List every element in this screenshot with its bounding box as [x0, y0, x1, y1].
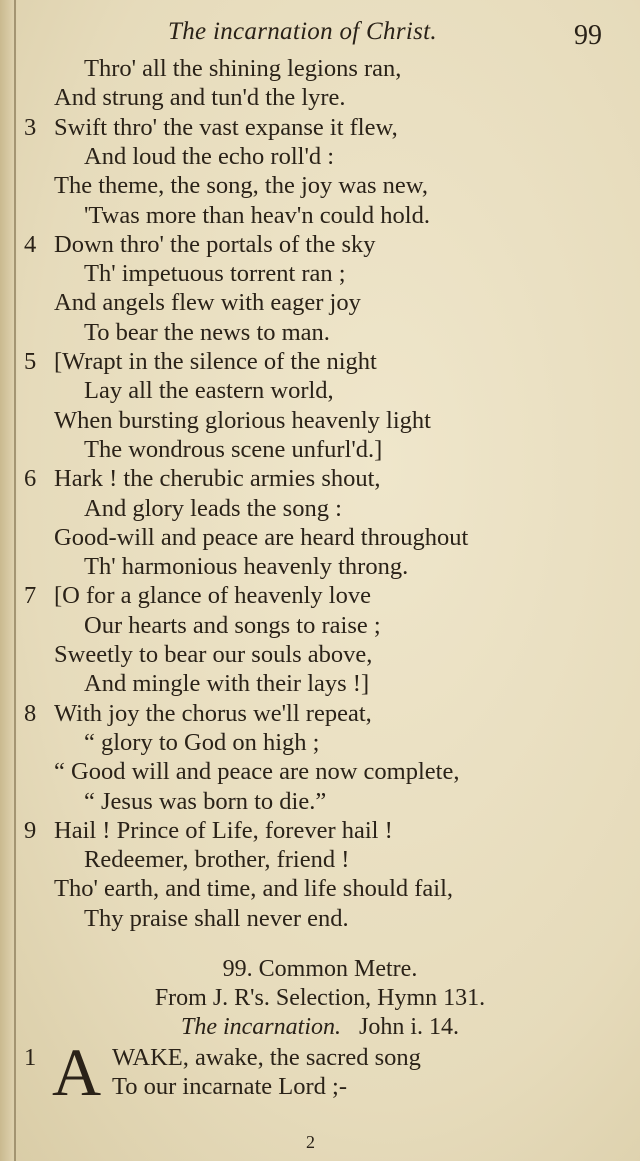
verse-line — [0, 816, 640, 845]
verse-number: 3 — [24, 113, 37, 141]
verse-number: 1 — [24, 1044, 37, 1071]
verse-text: Thy praise shall never end. — [84, 904, 349, 932]
signature-mark: 2 — [306, 1132, 315, 1152]
drop-cap: A — [52, 1034, 102, 1110]
verse-text: And angels flew with eager joy — [54, 289, 361, 317]
verse-text: Th' impetuous torrent ran ; — [84, 260, 346, 288]
verse-line — [0, 728, 640, 757]
verse-text: To our incarnate Lord ;- — [112, 1073, 348, 1100]
verse-line — [0, 611, 640, 640]
verse-line — [0, 230, 640, 259]
verse-text: And glory leads the song : — [84, 494, 342, 522]
verse-text: The wondrous scene unfurl'd.] — [84, 435, 383, 463]
verse-text: When bursting glorious heavenly light — [54, 406, 431, 434]
verse-line — [0, 435, 640, 464]
verse-text: To bear the news to man. — [84, 318, 330, 346]
verse-line — [0, 523, 640, 552]
verse-text: With joy the chorus we'll repeat, — [54, 699, 372, 727]
hymn-subject: The incarnation. — [180, 1014, 341, 1040]
verse-text: Swift thro' the vast expanse it flew, — [54, 113, 398, 141]
verse-line — [0, 845, 640, 874]
verse-text: Down thro' the portals of the sky — [54, 230, 376, 258]
verse-text: Redeemer, brother, friend ! — [84, 846, 350, 874]
verse-line — [0, 142, 640, 171]
verse-line — [0, 787, 640, 816]
verse-text: Thro' all the shining legions ran, — [84, 55, 402, 82]
verse-text: Hark ! the cherubic armies shout, — [54, 465, 381, 493]
page-header — [0, 18, 640, 52]
verse-number: 8 — [24, 699, 37, 727]
verse-line — [0, 376, 640, 405]
verse-text: “ Jesus was born to die.” — [84, 787, 327, 815]
verse-line — [0, 757, 640, 786]
verse-text: [Wrapt in the silence of the night — [54, 348, 377, 375]
verse-text: Sweetly to bear our souls above, — [54, 641, 373, 668]
verse-text: And strung and tun'd the lyre. — [54, 84, 346, 112]
verse-line — [0, 347, 640, 376]
verse-line — [0, 494, 640, 523]
verse-line — [0, 699, 640, 728]
hymn-source: From J. R's. Selection, Hymn 131. — [154, 985, 486, 1011]
scripture-reference: John i. 14. — [358, 1014, 459, 1040]
verse-line — [0, 201, 640, 230]
verse-line — [0, 464, 640, 493]
verse-text: Tho' earth, and time, and life should fail, — [54, 875, 454, 903]
verse-line — [0, 406, 640, 435]
verse-line — [0, 581, 640, 610]
verse-line — [0, 288, 640, 317]
verse-line — [0, 874, 640, 903]
verse-text: “ Good will and peace are now complete, — [54, 758, 460, 786]
verse-number: 4 — [24, 230, 37, 258]
verse-number: 5 — [24, 348, 37, 375]
verse-text: WAKE, awake, the sacred song — [112, 1044, 421, 1071]
verse-line — [0, 113, 640, 142]
running-title: The incarnation of Christ. — [168, 18, 437, 45]
verse-line — [0, 83, 640, 112]
verse-text: And loud the echo roll'd : — [84, 142, 335, 170]
verse-line — [0, 552, 640, 581]
verse-line — [0, 171, 640, 200]
verse-text: Th' harmonious heavenly throng. — [84, 553, 409, 581]
verse-number: 6 — [24, 465, 37, 493]
verse-text: The theme, the song, the joy was new, — [54, 172, 428, 200]
page-number: 99 — [574, 20, 602, 51]
verse-line — [0, 318, 640, 347]
verse-line — [0, 640, 640, 669]
verse-text: Good-will and peace are heard throughout — [54, 523, 469, 551]
verse-text: “ glory to God on high ; — [84, 728, 320, 756]
verse-text: Our hearts and songs to raise ; — [84, 611, 381, 639]
verse-line — [0, 259, 640, 288]
hymn-title: 99. Common Metre. — [222, 956, 418, 982]
verse-text: Lay all the eastern world, — [84, 377, 334, 405]
verse-line — [0, 54, 640, 83]
verse-text: Hail ! Prince of Life, forever hail ! — [54, 816, 393, 844]
verse-text: And mingle with their lays !] — [84, 670, 370, 698]
verse-number: 7 — [24, 582, 37, 610]
verse-number: 9 — [24, 816, 37, 844]
verse-line — [0, 904, 640, 933]
verse-text: [O for a glance of heavenly love — [54, 582, 371, 610]
verse-text: 'Twas more than heav'n could hold. — [84, 201, 430, 229]
verse-line — [0, 669, 640, 698]
